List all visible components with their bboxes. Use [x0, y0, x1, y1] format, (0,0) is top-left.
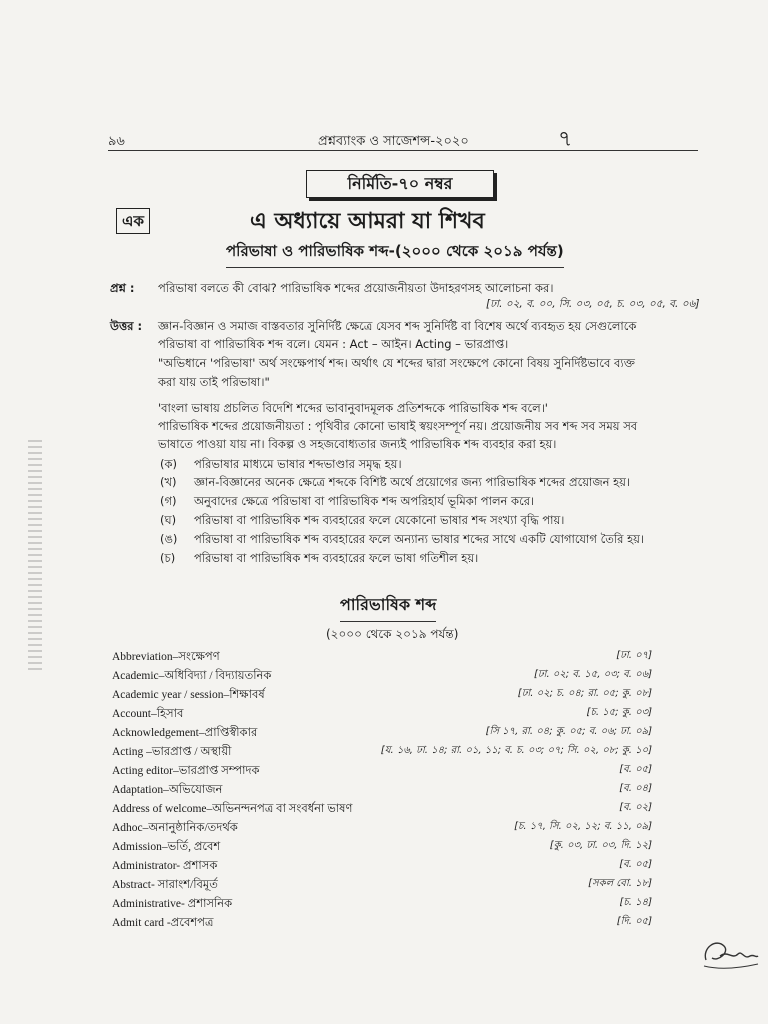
list-item-text: জ্ঞান-বিজ্ঞানের অনেক ক্ষেত্রে শব্দকে বিশিষ্ট অর্থে প্রয়োগের জন্য পারিভাষিক শব্দের প্রয়োজন হয়।: [194, 475, 631, 489]
glossary-ref: [কু. ০৩, ঢা. ০৩, দি. ১২]: [549, 840, 652, 851]
glossary-term: Adaptation–অভিযোজন: [112, 784, 223, 796]
section-index-box: এক: [116, 208, 150, 234]
glossary-row: [112, 819, 652, 835]
glossary-row: [112, 743, 652, 759]
chapter-title: এ অধ্যায়ে আমরা যা শিখব: [250, 209, 485, 234]
question-label: প্রশ্ন :: [110, 281, 135, 295]
list-item: [160, 550, 478, 569]
handwritten-signature: [700, 930, 760, 974]
glossary-ref: [দি. ০৫]: [616, 916, 652, 927]
binding-shadow: [28, 440, 42, 670]
question-ref: [ঢা. ০২, ব. ০০, সি. ০৩, ০৫, চ. ০৩, ০৫, ব. ০৬]: [486, 298, 700, 310]
glossary-term: Acting editor–ভারপ্রাপ্ত সম্পাদক: [112, 765, 260, 777]
answer-line: জ্ঞান-বিজ্ঞান ও সমাজ বাস্তবতার সুনির্দিষ্ট ক্ষেত্রে যেসব শব্দ সুনির্দিষ্ট বা বিশেষ অর্থে ব্যবহৃত হয় সেগুলোকে: [158, 319, 637, 333]
answer-line: ভাষাতে পাওয়া যায় না। বিকল্প ও সহজবোধ্যতার জন্যই পারিভাষিক শব্দ ব্যবহার করা হয়।: [158, 437, 557, 451]
glossary-ref: [সি ১৭, রা. ০৪; কু. ০৫; ব. ০৬; ঢা. ০৯]: [485, 726, 652, 737]
list-marker: (ঙ): [160, 532, 178, 546]
list-item-text: পরিভাষা বা পারিভাষিক শব্দ ব্যবহারের ফলে অন্যান্য ভাষার শব্দের সাথে একটি যোগাযোগ তৈরি হয়।: [194, 532, 645, 546]
answer-line: করা যায় তাই পরিভাষা।": [158, 375, 270, 389]
list-item: [160, 512, 564, 531]
glossary-ref: [ব. ০২]: [619, 802, 652, 813]
list-item: [160, 531, 644, 550]
glossary-ref: [ব. ০৫]: [619, 859, 652, 870]
handwritten-mark: ৭: [558, 127, 573, 152]
glossary-ref: [চ. ১৫; কু. ০৩]: [586, 707, 652, 718]
list-marker: (ক): [160, 457, 178, 471]
list-marker: (ঘ): [160, 513, 177, 527]
glossary-ref: [ঢা. ০২; ব. ১৫, ০৩; ব. ০৬]: [533, 669, 652, 680]
glossary-ref: [ঢা. ০৭]: [616, 650, 652, 661]
glossary-term: Acknowledgement–প্রাপ্তিস্বীকার: [112, 727, 258, 739]
answer-line: পরিভাষা বা পারিভাষিক শব্দ বলে। যেমন : Act – আইন। Acting – ভারপ্রাপ্ত।: [158, 337, 509, 351]
glossary-title: পারিভাষিক শব্দ: [340, 592, 436, 622]
glossary-term: Account–হিসাব: [112, 708, 184, 720]
running-header: [108, 127, 708, 154]
glossary-row: [112, 667, 652, 683]
question-text: পরিভাষা বলতে কী বোঝ? পারিভাষিক শব্দের প্রয়োজনীয়তা উদাহরণসহ আলোচনা কর।: [158, 281, 554, 295]
glossary-ref: [চ. ১৪]: [619, 897, 652, 908]
glossary-ref: [ব. ০৫]: [619, 764, 652, 775]
glossary-ref: [য. ১৬, ঢা. ১৪; রা. ০১, ১১; ব. চ. ০৩; ০৭; সি. ০২, ০৮; কু. ১০]: [380, 745, 652, 756]
glossary-term: Abstract- সারাংশ/বিমূর্ত: [112, 879, 218, 891]
glossary-row: [112, 686, 652, 702]
glossary-row: [112, 724, 652, 740]
list-item: [160, 474, 630, 493]
glossary-row: [112, 705, 652, 721]
answer-line: 'বাংলা ভাষায় প্রচলিত বিদেশি শব্দের ভাবানুবাদমূলক প্রতিশব্দকে পারিভাষিক শব্দ বলে।': [158, 401, 548, 415]
glossary-row: [112, 876, 652, 892]
glossary-term: Admission–ভর্তি, প্রবেশ: [112, 841, 221, 853]
list-item-text: পরিভাষা বা পারিভাষিক শব্দ ব্যবহারের ফলে যেকোনো ভাষার শব্দ সংখ্যা বৃদ্ধি পায়।: [194, 513, 565, 527]
glossary-row: [112, 914, 652, 930]
glossary-row: [112, 781, 652, 797]
list-item-text: পরিভাষার মাধ্যমে ভাষার শব্দভাণ্ডার সমৃদ্ধ হয়।: [194, 457, 402, 471]
list-item-text: পরিভাষা বা পারিভাষিক শব্দ ব্যবহারের ফলে ভাষা গতিশীল হয়।: [194, 551, 479, 565]
page-number: ৯৬: [108, 134, 125, 149]
glossary-row: [112, 648, 652, 664]
glossary-term: Academic year / session–শিক্ষাবর্ষ: [112, 689, 265, 701]
glossary-ref: [ঢা. ০২; চ. ০৪; রা. ০৫; কু. ০৮]: [517, 688, 652, 699]
glossary-term: Abbreviation–সংক্ষেপণ: [112, 651, 220, 663]
glossary-ref: [চ. ১৭, সি. ০২, ১২; ব. ১১, ০৯]: [514, 821, 652, 832]
glossary-term: Admit card -প্রবেশপত্র: [112, 917, 214, 929]
glossary-row: [112, 857, 652, 873]
glossary-row: [112, 800, 652, 816]
list-item-text: অনুবাদের ক্ষেত্রে পরিভাষা বা পারিভাষিক শব্দ অপরিহার্য ভূমিকা পালন করে।: [194, 494, 535, 508]
answer-line: পারিভাষিক শব্দের প্রয়োজনীয়তা : পৃথিবীর কোনো ভাষাই স্বয়ংসম্পূর্ণ নয়। প্রয়োজনীয় সব শব্দ সব সময় সব: [158, 419, 638, 433]
list-marker: (খ): [160, 475, 177, 489]
chapter-subtitle: পরিভাষা ও পারিভাষিক শব্দ-(২০০০ থেকে ২০১৯ পর্যন্ত): [226, 240, 564, 268]
header-rule: [108, 150, 698, 151]
glossary-term: Address of welcome–অভিনন্দনপত্র বা সংবর্ধনা ভাষণ: [112, 803, 353, 815]
glossary-term: Adhoc–অনানুষ্ঠানিক/তদর্থক: [112, 822, 238, 834]
glossary-term: Academic–অধিবিদ্যা / বিদ্যায়তনিক: [112, 670, 272, 682]
answer-line: "অভিধানে 'পরিভাষা' অর্থ সংক্ষেপার্থ শব্দ। অর্থাৎ যে শব্দের দ্বারা সংক্ষেপে কোনো বিষয় সুনির্দিষ্টভাবে ব্যক্ত: [158, 356, 635, 370]
glossary-term: Administrator- প্রশাসক: [112, 860, 218, 872]
list-marker: (চ): [160, 551, 176, 565]
glossary-ref: [সকল বো. ১৮]: [588, 878, 652, 889]
glossary-term: Administrative- প্রশাসনিক: [112, 898, 233, 910]
list-item: [160, 456, 402, 475]
book-title: প্রশ্নব্যাংক ও সাজেশন্স-২০২০: [318, 134, 469, 149]
glossary-row: [112, 895, 652, 911]
list-marker: (গ): [160, 494, 177, 508]
glossary-row: [112, 762, 652, 778]
list-item: [160, 493, 534, 512]
glossary-range: (২০০০ থেকে ২০১৯ পর্যন্ত): [326, 627, 459, 641]
answer-label: উত্তর :: [110, 319, 143, 333]
chapter-box: নির্মিতি-৭০ নম্বর: [306, 170, 494, 198]
glossary-row: [112, 838, 652, 854]
glossary-ref: [ব. ০৪]: [619, 783, 652, 794]
glossary-term: Acting –ভারপ্রাপ্ত / অস্থায়ী: [112, 746, 232, 758]
